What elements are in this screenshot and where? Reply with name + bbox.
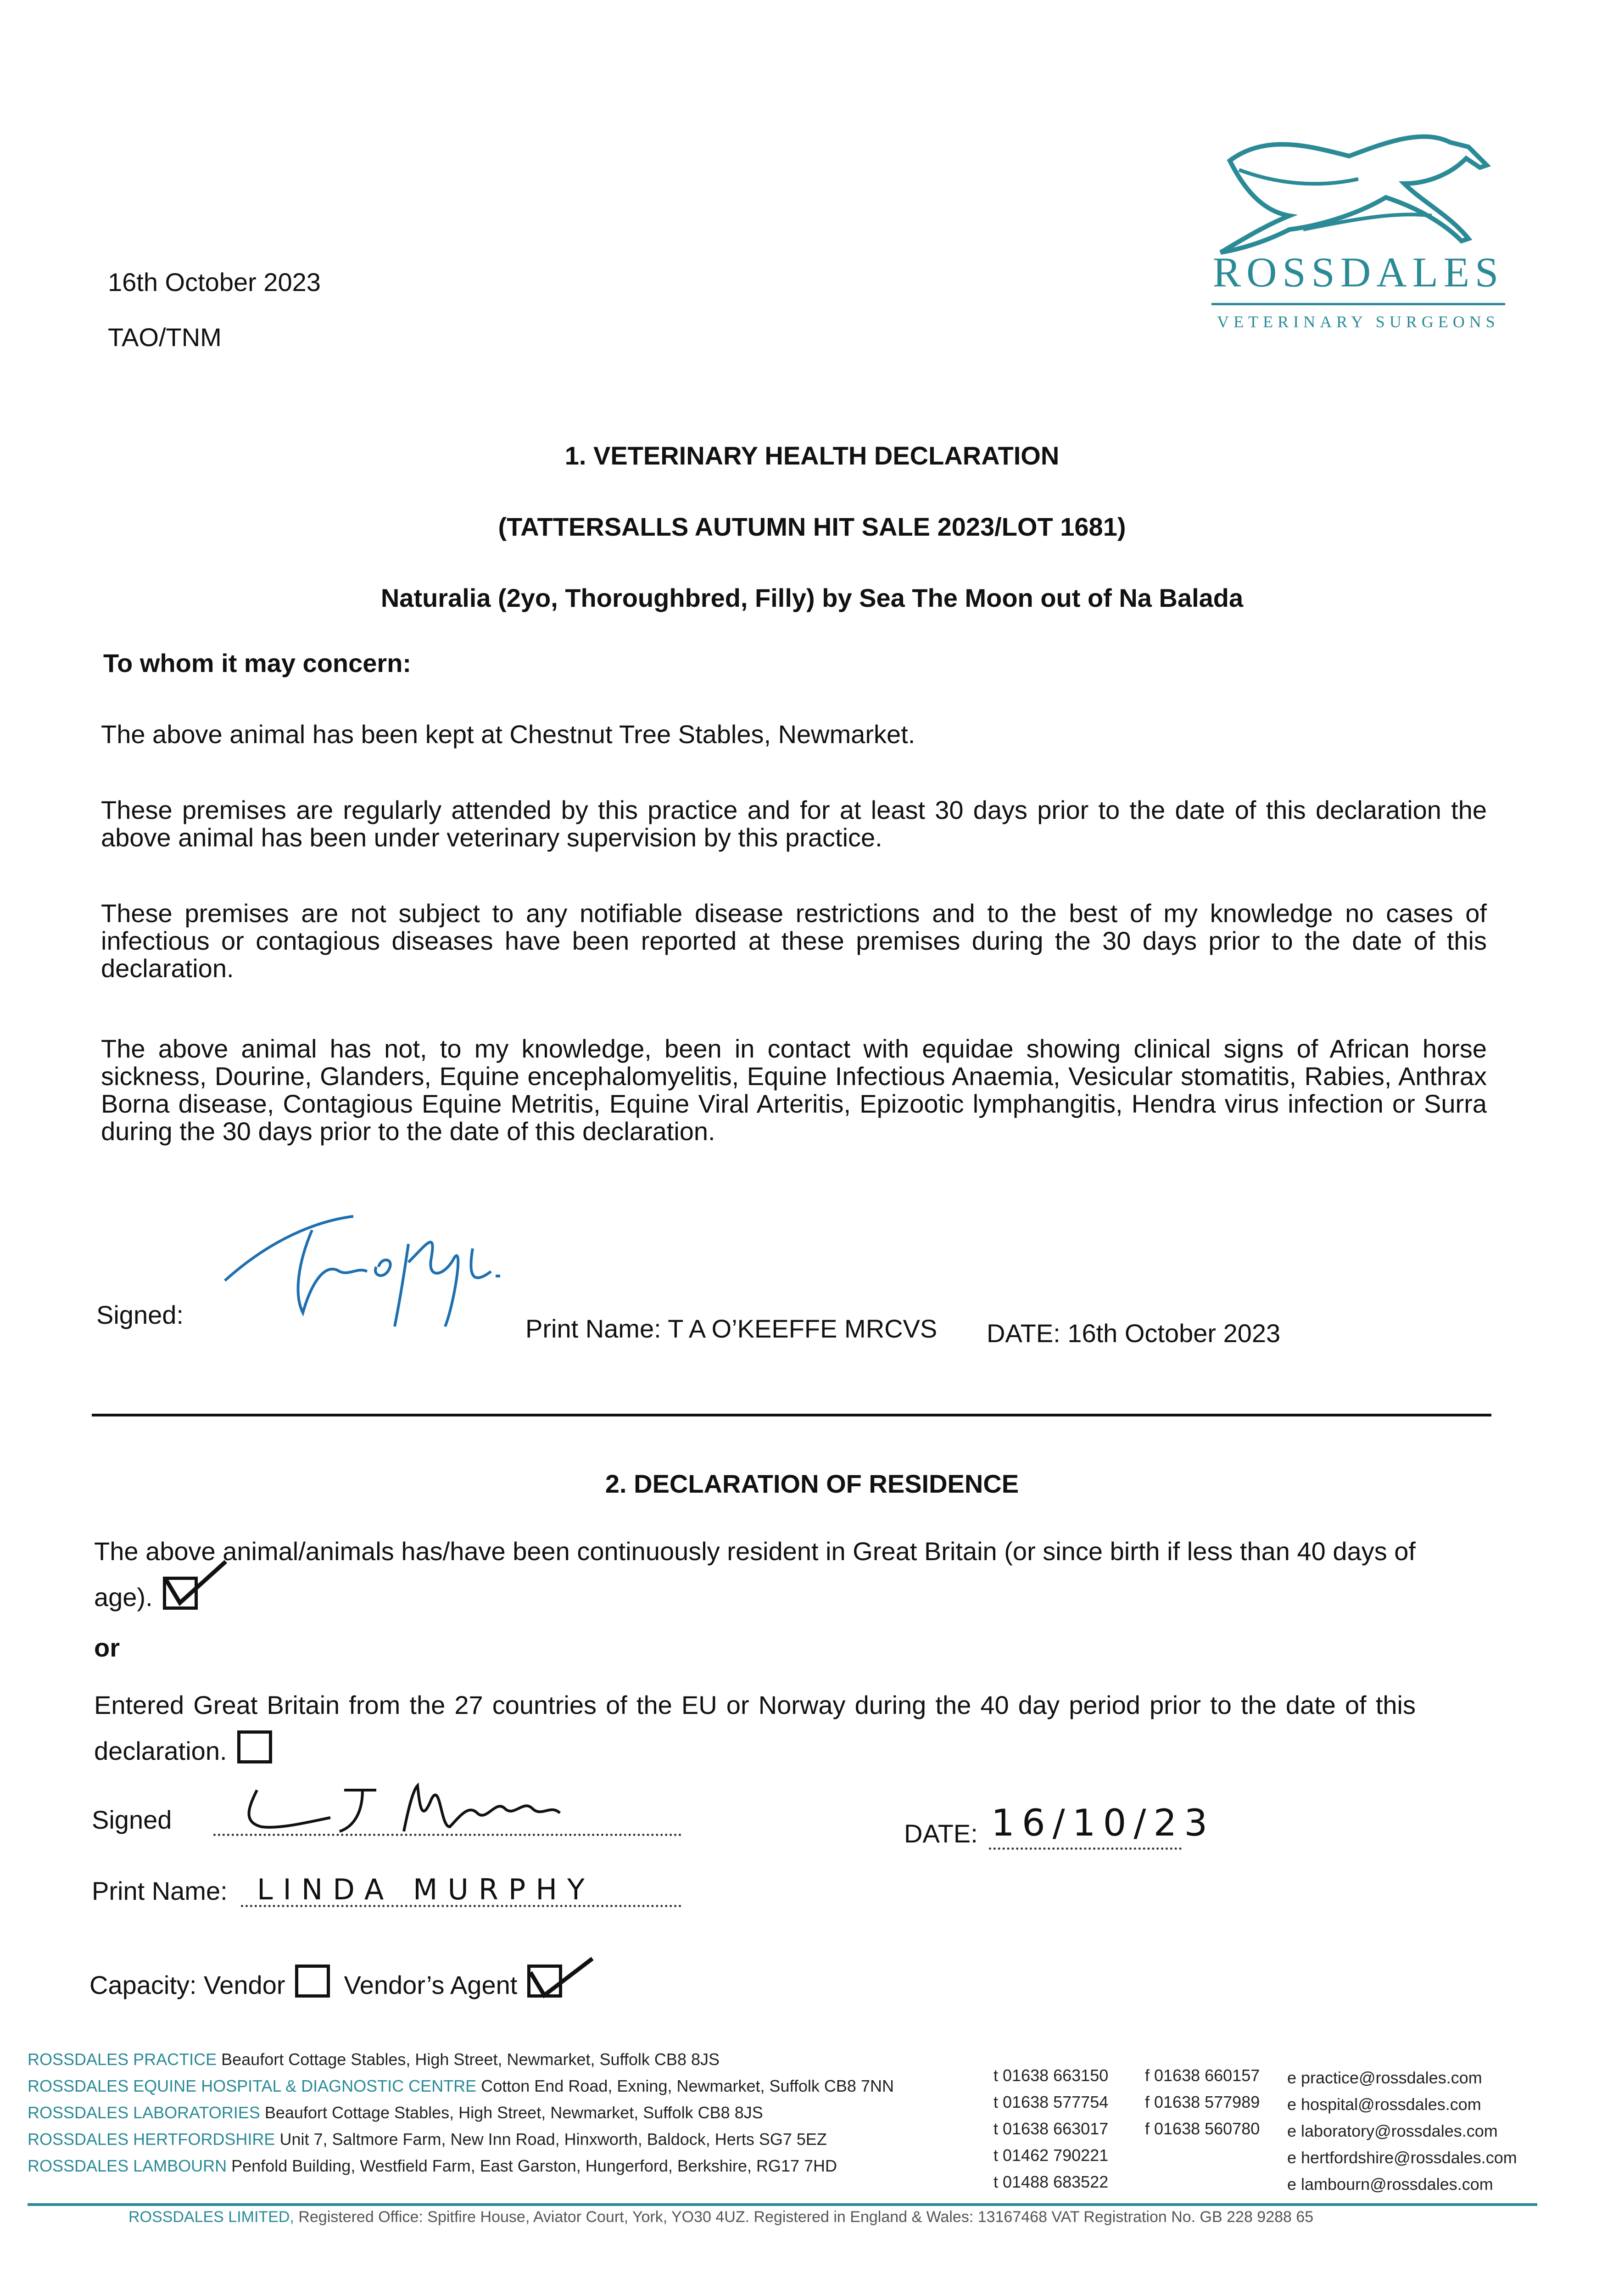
vendor-agent-checkbox[interactable] (527, 1965, 562, 1998)
footer-emails (1287, 2068, 1535, 2201)
paragraph-premises: These premises are not subject to any notifiable disease restrictions and to the best of my knowledge no cases of infectious or contagious diseases have been reported at these premises during the 30 days prior to the date of this declaration. (101, 899, 1487, 983)
footer-phone: t 01638 663017 (993, 2119, 1109, 2138)
footer-phone: t 01488 683522 (993, 2172, 1109, 2191)
logo-divider (1211, 303, 1505, 305)
footer-location: ROSSDALES LABORATORIES Beaufort Cottage Stables, High Street, Newmarket, Suffolk CB8 8JS (28, 2103, 763, 2122)
footer-fax: f 01638 660157 (1145, 2066, 1260, 2085)
vendor-checkbox[interactable] (295, 1965, 330, 1998)
section2-signed-label: Signed (92, 1805, 172, 1834)
horse-description: Naturalia (2yo, Thoroughbred, Filly) by Sea The Moon out of Na Balada (380, 583, 1244, 612)
section2-date-label: DATE: (904, 1819, 978, 1848)
footer-location: ROSSDALES LAMBOURN Penfold Building, Westfield Farm, East Garston, Hungerford, Berkshire, RG17 7HD (28, 2156, 837, 2175)
footer-locations (28, 2049, 991, 2183)
footer-phone: t 01462 790221 (993, 2146, 1109, 2165)
footer-fax: f 01638 577989 (1145, 2093, 1260, 2111)
section2-heading: 2. DECLARATION OF RESIDENCE (605, 1469, 1019, 1498)
check-mark-icon (162, 1557, 230, 1612)
section-divider (92, 1414, 1491, 1416)
footer-email: e practice@rossdales.com (1287, 2068, 1482, 2087)
capacity-label: Capacity: Vendor (89, 1970, 285, 1999)
capacity-row (89, 1965, 562, 2004)
paragraph-contact: The above animal has not, to my knowledge, been in contact with equidae showing clinical signs of African horse sickness, Dourine, Glanders, Equine encephalomyelitis, Equine Infectious Anaemia, Vesicular stomatitis, Rabies, Anthrax Borna disease, Contagious Equine Metritis, Equine Viral Arteritis, Epizootic lymphangitis, Hendra virus infection or Surra during the 30 days prior to the date of this declaration. (101, 1034, 1487, 1146)
footer-location: ROSSDALES EQUINE HOSPITAL & DIAGNOSTIC CENTRE Cotton End Road, Exning, Newmarket, Suffolk CB8 7NN (28, 2077, 894, 2095)
horse-logo-icon (1211, 124, 1505, 262)
footer-rule (28, 2203, 1537, 2206)
salutation: To whom it may concern: (103, 649, 412, 677)
residence-option2-text: Entered Great Britain from the 27 countries of the EU or Norway during the 40 day period prior to the date of this declaration. (94, 1690, 1416, 1765)
residence-option2 (94, 1682, 1416, 1774)
or-label: or (94, 1633, 120, 1662)
print-name-label: Print Name: (92, 1876, 228, 1905)
footer-email: e hospital@rossdales.com (1287, 2095, 1481, 2114)
vet-signature (216, 1203, 528, 1331)
vet-print-name: Print Name: T A O’KEEFFE MRCVS (525, 1314, 938, 1343)
check-mark-icon (526, 1949, 595, 2004)
company-logo (1211, 124, 1505, 344)
section1-signed-label: Signed: (96, 1300, 184, 1329)
footer-location: ROSSDALES PRACTICE Beaufort Cottage Stables, High Street, Newmarket, Suffolk CB8 8JS (28, 2050, 720, 2069)
vet-date: DATE: 16th October 2023 (987, 1319, 1281, 1348)
footer-fax: f 01638 560780 (1145, 2119, 1260, 2138)
residence-option1-text: The above animal/animals has/have been continuously resident in Great Britain (or since birth if less than 40 days of age). (94, 1537, 1416, 1612)
paragraph-supervision: These premises are regularly attended by this practice and for at least 30 days prior to the date of this declaration the above animal has been under veterinary supervision by this practice. (101, 795, 1487, 852)
vendor-agent-label: Vendor’s Agent (344, 1970, 518, 1999)
letter-date: 16th October 2023 (108, 268, 321, 297)
footer-registration: ROSSDALES LIMITED, Registered Office: Spitfire House, Aviator Court, York, YO30 4UZ. Registered in England & Wales: 13167468 VAT Registration No. GB 228 9288 65 (128, 2208, 1314, 2226)
logo-tagline: VETERINARY SURGEONS (1217, 313, 1500, 331)
print-name-value: LINDA MURPHY (257, 1873, 595, 1906)
footer-faxes (1145, 2066, 1283, 2145)
section1-subheading: (TATTERSALLS AUTUMN HIT SALE 2023/LOT 1681) (498, 512, 1126, 541)
footer-phone: t 01638 663150 (993, 2066, 1109, 2085)
logo-name: ROSSDALES (1212, 249, 1504, 296)
reference: TAO/TNM (108, 323, 222, 352)
footer-email: e hertfordshire@rossdales.com (1287, 2148, 1517, 2167)
residence-option1-checkbox[interactable] (163, 1577, 198, 1610)
footer-location: ROSSDALES HERTFORDSHIRE Unit 7, Saltmore Farm, New Inn Road, Hinxworth, Baldock, Herts SG7 5EZ (28, 2130, 827, 2149)
vendor-signature (239, 1772, 606, 1841)
residence-option2-checkbox[interactable] (237, 1730, 272, 1763)
footer-email: e laboratory@rossdales.com (1287, 2121, 1498, 2140)
paragraph-kept: The above animal has been kept at Chestnut Tree Stables, Newmarket. (101, 720, 915, 749)
footer-phones (993, 2066, 1140, 2199)
footer-email: e lambourn@rossdales.com (1287, 2175, 1493, 2194)
footer-phone: t 01638 577754 (993, 2093, 1109, 2111)
section2-date-value: 16/10/23 (991, 1802, 1215, 1844)
residence-option1 (94, 1528, 1416, 1620)
section1-heading: 1. VETERINARY HEALTH DECLARATION (564, 441, 1060, 470)
